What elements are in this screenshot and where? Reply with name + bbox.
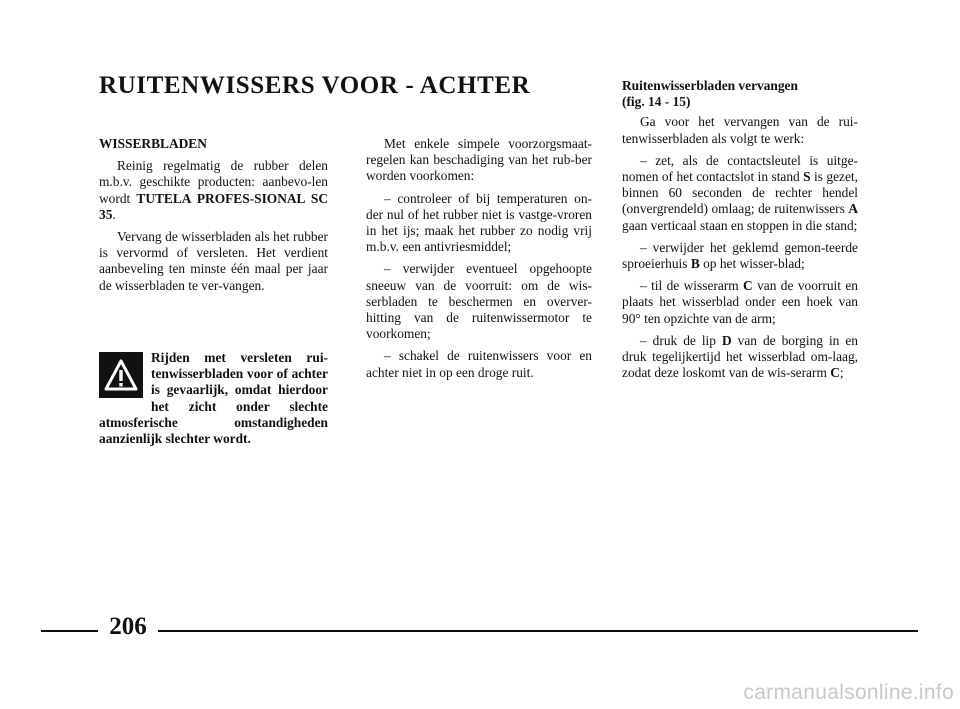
figure-reference: (fig. 14 - 15) [622,94,691,110]
list-item: – schakel de ruitenwissers voor en achter niet in op een droge ruit. [366,348,592,380]
footer-rule-left [41,630,98,632]
section-heading-wisserbladen: WISSERBLADEN [99,136,207,151]
step-label: D [721,332,732,348]
warning-triangle-icon [99,352,143,398]
list-item [622,278,858,327]
list-item [622,240,858,272]
paragraph-text: Reinig regelmatig de rubber delen m.b.v. geschikte producten: aanbevo-len wordt [99,158,328,206]
warning-box [99,350,328,447]
section-heading-replace [622,78,858,110]
step-text: – verwijder het geklemd gemon-teerde sproeierhuis [622,239,858,272]
page-number: 206 [109,613,147,640]
step-text: ; [839,365,844,381]
heading-line: Ruitenwisserbladen vervangen [622,78,798,93]
page-title: RUITENWISSERS VOOR - ACHTER [99,72,531,99]
step-text: – til de wisserarm [640,278,744,294]
paragraph-replace: Vervang de wisserbladen als het rubber is vervormd of versleten. Het verdient aanbeveling ten minste één maal per jaar de wisserbladen te ver-vangen. [99,229,328,293]
step-label: C [743,278,753,294]
product-name: TUTELA PROFES-SIONAL SC 35 [99,190,329,222]
step-label: A [848,201,858,217]
column-wiper-blades [99,136,328,300]
step-text: van de voorruit en plaats het wisserblad onder een hoek van 90° ten opzichte van de arm; [622,278,858,326]
paragraph-replace-intro: Ga voor het vervangen van de rui-tenwisserbladen als volgt te werk: [622,114,858,146]
step-text: – druk de lip [640,332,722,348]
list-item: – controleer of bij temperaturen on-der nul of het rubber niet is vastge-vroren in het ijs; maak het rubber zo nodig vrij m.b.v. een antivriesmiddel; [366,190,592,255]
paragraph-precautions-intro: Met enkele simpele voorzorgsmaat-regelen kan beschadiging van het rub-ber worden voorkomen: [366,136,592,184]
step-text: op het wisser-blad; [699,256,805,272]
step-text: is gezet, binnen 60 seconden de rechter hendel (onvergrendeld) omlaag; de ruitenwissers [622,169,858,217]
footer-rule-right [158,630,918,632]
step-text: – zet, als de contactsleutel is uitge-nomen of het contactslot in stand [622,152,858,185]
list-item [622,153,858,234]
paragraph-cleaning [99,158,328,223]
step-label: S [803,169,811,185]
column-precautions [366,136,592,387]
paragraph-text: . [112,206,116,222]
step-label: C [830,365,840,381]
step-label: B [690,256,700,272]
list-item: – verwijder eventueel opgehoopte sneeuw van de voorruit: om de wis-serbladen te beschermen en overver-hitting van de ruitenwissermotor te voorkomen; [366,261,592,342]
watermark: carmanualsonline.info [743,681,954,704]
step-text: gaan verticaal staan en stoppen in die stand; [622,217,858,233]
warning-text: Rijden met versleten rui-tenwisserbladen voor of achter is gevaarlijk, omdat hierdoor het zicht onder slechte atmosferische omstandigheden aanzienlijk slechter wordt. [99,350,328,447]
step-text: van de borging in en druk tegelijkertijd het wisserblad om-laag, zodat deze loskomt van de wis-serarm [622,332,859,381]
column-replace-blades [622,78,858,387]
list-item [622,333,858,382]
